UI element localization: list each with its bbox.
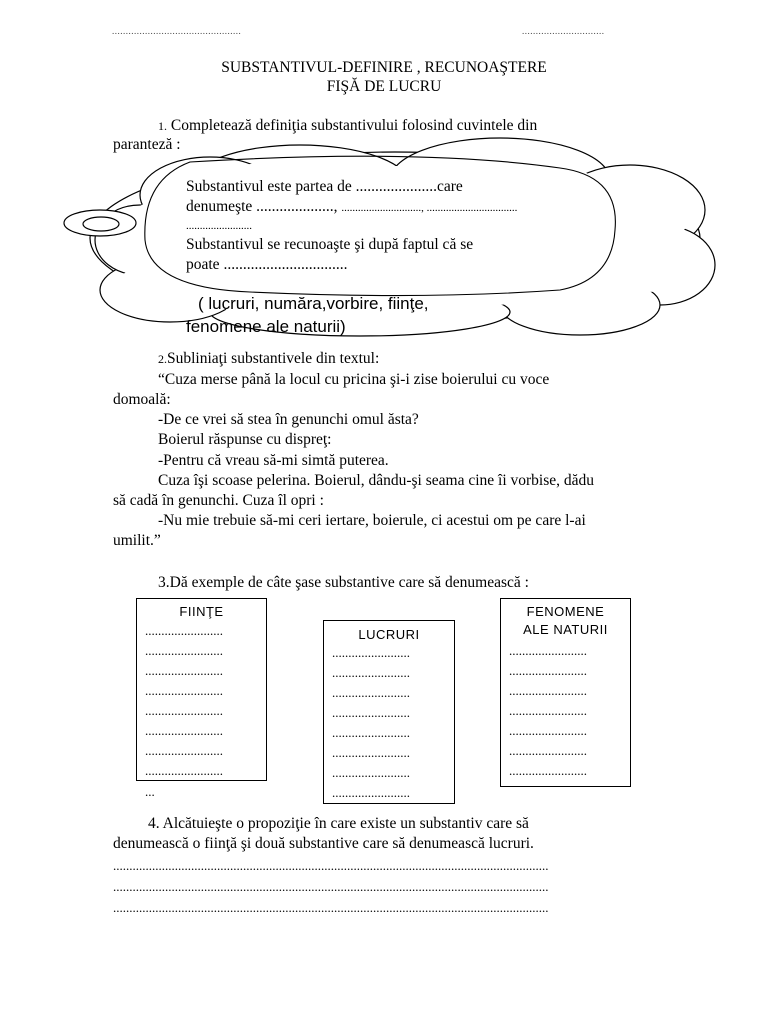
box-fenomene-header-1: FENOMENE: [526, 604, 605, 619]
answer-line[interactable]: ........................: [145, 663, 223, 678]
ex2-text-line: -Nu mie trebuie să-mi ceri iertare, boierule, ci acestui om pe care l-ai: [158, 512, 586, 529]
cloud-line-2: [186, 198, 517, 216]
answer-line[interactable]: ........................: [145, 723, 223, 738]
answer-line[interactable]: ........................: [509, 703, 587, 718]
box-lucruri: [323, 620, 455, 804]
ex4-prompt-cont: denumească o fiinţă şi două substantive care să denumească lucruri.: [113, 835, 534, 852]
ex3-prompt: 3.Dă exemple de câte şase substantive care să denumească :: [158, 574, 529, 591]
answer-line[interactable]: ........................: [332, 665, 410, 680]
word-list-line-1: ( lucruri, număra,vorbire, fiinţe,: [198, 294, 429, 313]
ex2-number: 2.: [158, 352, 167, 366]
answer-line[interactable]: ........................: [332, 765, 410, 780]
ex2-prompt: [158, 350, 379, 368]
ex2-text-line: “Cuza merse până la locul cu pricina şi-i zise boierului cu voce: [158, 371, 550, 388]
answer-line[interactable]: ........................: [509, 663, 587, 678]
answer-line[interactable]: ........................: [332, 745, 410, 760]
ex4-answer-line[interactable]: ......................................................................................................................................: [113, 879, 549, 894]
ex2-text-line: să cadă în genunchi. Cuza îl opri :: [113, 492, 324, 509]
box-fiinte-header: FIINŢE: [179, 604, 224, 619]
ex2-text-line: Cuza îşi scoase pelerina. Boierul, dându-şi seama cine îi vorbise, dădu: [158, 472, 595, 489]
cloud-blank-c: .................................: [426, 202, 518, 214]
answer-line[interactable]: ........................: [509, 723, 587, 738]
answer-line[interactable]: ........................: [509, 743, 587, 758]
cloud-line-5: poate ................................: [186, 256, 348, 273]
cloud-blank-a: denumeşte ....................,: [186, 198, 342, 215]
ex2-text-line: umilit.”: [113, 532, 161, 549]
answer-line[interactable]: ........................: [145, 643, 223, 658]
answer-line[interactable]: ........................: [145, 743, 223, 758]
header-dots-left: ...............................................: [112, 26, 242, 36]
ex4-answer-line[interactable]: ......................................................................................................................................: [113, 858, 549, 873]
ex1-prompt-cont: paranteză :: [113, 136, 181, 153]
box-lucruri-header: LUCRURI: [358, 627, 420, 642]
answer-line[interactable]: ........................: [509, 643, 587, 658]
answer-line[interactable]: ........................: [509, 683, 587, 698]
box-fiinte-extra-dots: ...: [145, 784, 155, 799]
answer-line[interactable]: ........................: [145, 763, 223, 778]
cloud-line-3: ........................: [186, 220, 252, 232]
answer-line[interactable]: ........................: [145, 683, 223, 698]
answer-line[interactable]: ........................: [145, 623, 223, 638]
answer-line[interactable]: ........................: [332, 645, 410, 660]
ex1-number: 1.: [158, 119, 167, 133]
answer-line[interactable]: ........................: [332, 685, 410, 700]
cloud-line-1: Substantivul este partea de .....................care: [186, 178, 463, 195]
word-list-line-2: fenomene ale naturii): [186, 317, 346, 336]
box-fenomene-header-2: ALE NATURII: [523, 622, 608, 637]
ex1-prompt-text: Completează definiţia substantivului folosind cuvintele din: [167, 117, 538, 134]
box-fiinte: [136, 598, 267, 781]
ex2-prompt-text: Subliniaţi substantivele din textul:: [167, 350, 380, 367]
answer-line[interactable]: ........................: [332, 785, 410, 800]
page-title: SUBSTANTIVUL-DEFINIRE , RECUNOAŞTERE: [221, 59, 547, 76]
ex2-text-line: Boierul răspunse cu dispreţ:: [158, 431, 332, 448]
cloud-line-4: Substantivul se recunoaşte şi după faptul că se: [186, 236, 474, 253]
cloud-blank-b: .............................,: [341, 202, 427, 214]
header-dots-right: ..............................: [522, 26, 605, 36]
page-subtitle: FIŞĂ DE LUCRU: [326, 78, 442, 95]
answer-line[interactable]: ........................: [509, 763, 587, 778]
box-fenomene: [500, 598, 631, 787]
ex4-answer-line[interactable]: ......................................................................................................................................: [113, 900, 549, 915]
answer-line[interactable]: ........................: [332, 705, 410, 720]
ex2-text-line: -De ce vrei să stea în genunchi omul ăsta?: [158, 411, 419, 428]
answer-line[interactable]: ........................: [145, 703, 223, 718]
answer-line[interactable]: ........................: [332, 725, 410, 740]
ex2-text-line: -Pentru că vreau să-mi simtă puterea.: [158, 452, 389, 469]
ex4-prompt: 4. Alcătuieşte o propoziţie în care existe un substantiv care să: [148, 815, 529, 832]
ex2-text-line: domoală:: [113, 391, 171, 408]
